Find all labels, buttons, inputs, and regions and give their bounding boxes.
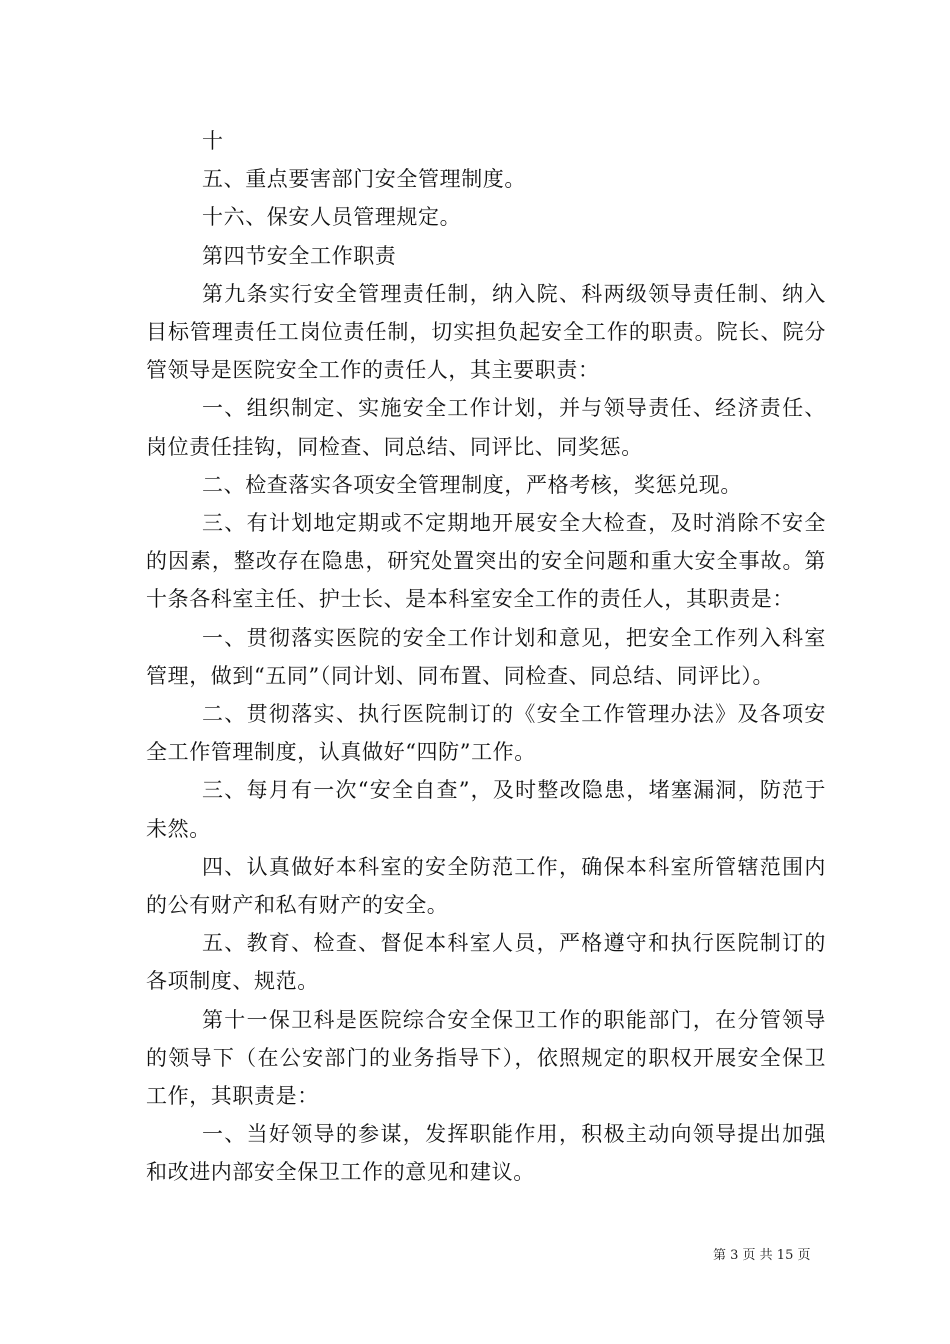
paragraph: 一、组织制定、实施安全工作计划，并与领导责任、经济责任、岗位责任挂钩，同检查、同总结、同评比、同奖惩。 — [146, 396, 826, 459]
paragraph: 四、认真做好本科室的安全防范工作，确保本科室所管辖范围内的公有财产和私有财产的安全。 — [146, 854, 826, 918]
paragraph: 五、重点要害部门安全管理制度。 — [202, 167, 526, 192]
document-body — [146, 122, 826, 1192]
paragraph: 第九条实行安全管理责任制，纳入院、科两级领导责任制、纳入目标管理责任工岗位责任制，切实担负起安全工作的职责。院长、院分管领导是医院安全工作的责任人，其主要职责： — [146, 281, 826, 383]
section-heading: 第四节安全工作职责 — [202, 243, 397, 268]
paragraph: 五、教育、检查、督促本科室人员，严格遵守和执行医院制订的各项制度、规范。 — [146, 931, 826, 994]
paragraph: 二、贯彻落实、执行医院制订的《安全工作管理办法》及各项安全工作管理制度，认真做好“四防”工作。 — [146, 702, 826, 765]
paragraph: 三、每月有一次“安全自查”，及时整改隐患，堵塞漏洞，防范于未然。 — [146, 778, 826, 841]
paragraph: 十六、保安人员管理规定。 — [202, 205, 462, 230]
paragraph: 十 — [202, 129, 224, 153]
paragraph: 一、贯彻落实医院的安全工作计划和意见，把安全工作列入科室管理，做到“五同”（同计划、同布置、同检查、同总结、同评比）。 — [146, 625, 826, 688]
paragraph: 二、检查落实各项安全管理制度，严格考核，奖惩兑现。 — [202, 472, 742, 497]
paragraph: 三、有计划地定期或不定期地开展安全大检查，及时消除不安全的因素，整改存在隐患，研究处置突出的安全问题和重大安全事故。第十条各科室主任、护士长、是本科室安全工作的责任人，其职责是： — [146, 511, 826, 612]
page-number-footer: 第 3 页 共 15 页 — [713, 1248, 811, 1263]
paragraph: 第十一保卫科是医院综合安全保卫工作的职能部门，在分管领导的领导下（在公安部门的业务指导下），依照规定的职权开展安全保卫工作，其职责是： — [146, 1007, 826, 1109]
paragraph: 一、当好领导的参谋，发挥职能作用，积极主动向领导提出加强和改进内部安全保卫工作的意见和建议。 — [146, 1122, 826, 1185]
